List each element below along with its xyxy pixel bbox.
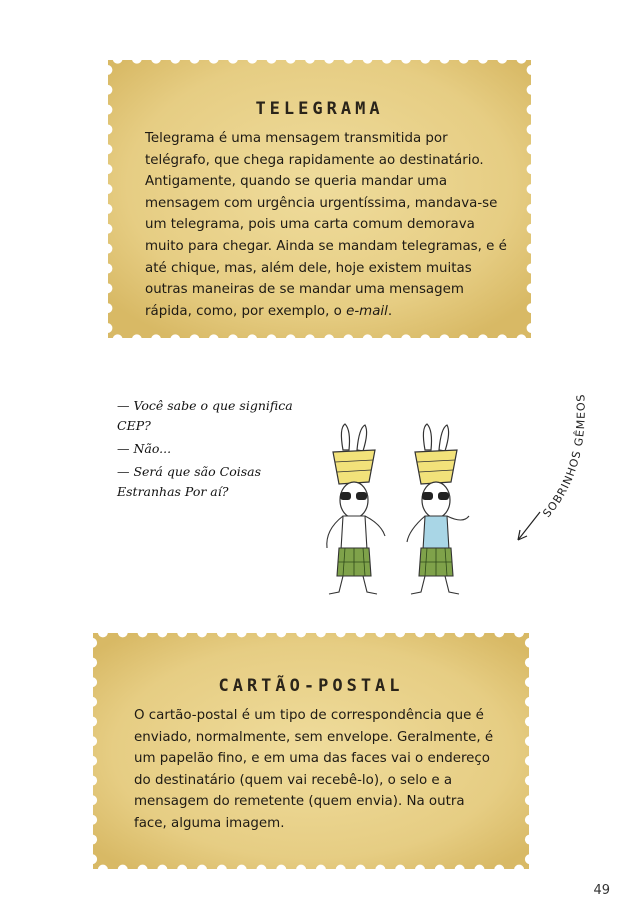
twins-illustration <box>305 420 505 600</box>
cep-dialogue <box>117 396 317 505</box>
twin-left <box>327 424 385 594</box>
twin-right <box>407 424 469 594</box>
arrow-icon <box>518 512 540 540</box>
cartao-postal-body-text: O cartão-postal é um tipo de correspondência que é enviado, normalmente, sem envelope. Geralmente, é um papelão fino, e em uma das faces vai o endereço do destinatário (quem vai recebê-lo), o selo e a mensagem do remetente (quem envia). Na outra face, alguma imagem. <box>134 708 494 831</box>
telegrama-body <box>145 128 507 322</box>
telegrama-stamp-box <box>103 55 536 343</box>
telegrama-title: TELEGRAMA <box>255 99 384 119</box>
dialogue-line-1: — Você sabe o que significa CEP? <box>117 398 293 433</box>
dialogue-line-2: — Não... <box>117 441 172 456</box>
cartao-postal-body <box>134 705 500 835</box>
dialogue-line-3: — Será que são Coisas Estranhas Por aí? <box>117 464 261 499</box>
email-emphasis: e-mail <box>346 303 388 319</box>
cartao-postal-title: CARTÃO-POSTAL <box>218 676 404 696</box>
cartao-postal-stamp-box <box>88 628 534 874</box>
page-number: 49 <box>593 883 610 898</box>
twins-label-text: SOBRINHOS GÊMEOS <box>540 393 588 520</box>
telegrama-body-end: . <box>387 303 393 319</box>
telegrama-body-text: Telegrama é uma mensagem transmitida por telégrafo, que chega rapidamente ao destinatário. Antigamente, quando se queria mandar uma mensagem com urgência urgentíssima, mandava-se um telegrama, pois uma carta comum demorava muito para chegar. Ainda se mandam telegramas, e é até chique, mas, além dele, hoje existem muitas outras maneiras de se mandar uma mensagem rápida, como, por exemplo, o <box>145 131 507 319</box>
